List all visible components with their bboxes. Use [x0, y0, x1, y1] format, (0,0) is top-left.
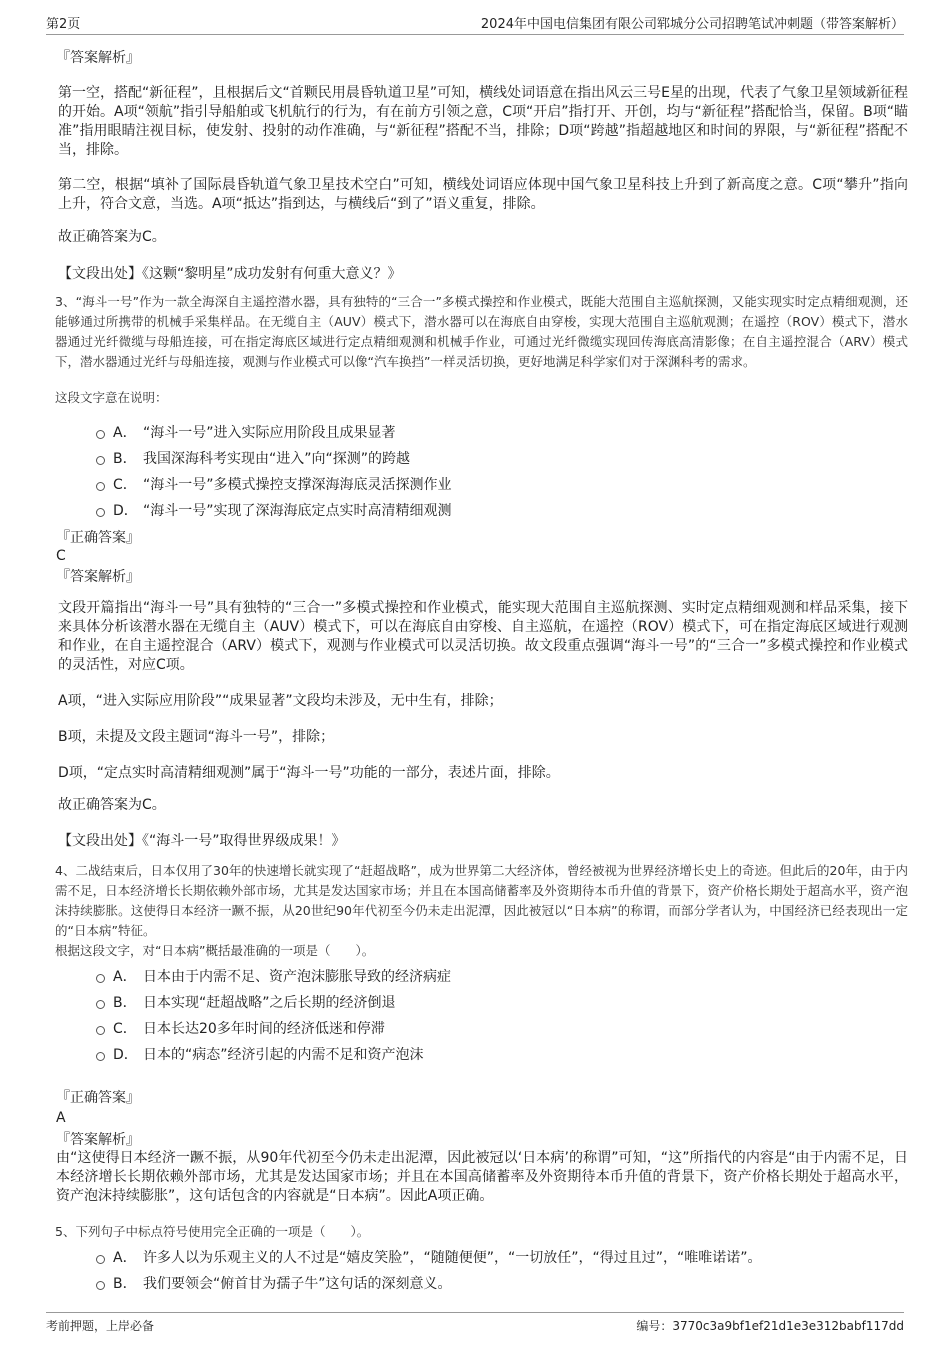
q3-analysis-para-1: 文段开篇指出“海斗一号”具有独特的“三合一”多模式操控和作业模式，能实现大范围自主巡航探测、实时定点精细观测和样品采集，接下来具体分析该潜水器在无缆自主（AUV）模式下，可以在海底自由穿梭、自主巡航，在遥控（ROV）模式下，可在指定海底区域进行观测和作业，在自主遥控混合（ARV）模式下，观测与作业模式可以灵活切换。故文段重点强调“海斗一号”的“三合一”多模式操控和作业模式的灵活性，对应C项。 — [58, 600, 908, 673]
q3-conclusion: 故正确答案为C。 — [58, 797, 166, 813]
page-header — [46, 10, 904, 35]
q3-stem: 3、“海斗一号”作为一款全海深自主遥控潜水器，具有独特的“三合一”多模式操控和作业模式，既能大范围自主巡航探测，又能实现实时定点精细观测，还能够通过所携带的机械手采集样品。在无缆自主（AUV）模式下，潜水器可以在海底自由穿梭，实现大范围自主巡航观测；在遥控（ROV）模式下，潜水器通过光纤微缆与母船连接，可在指定海底区域进行定点精细观测和机械手作业，可通过光纤微缆实现回传海底高清影像；在自主遥控混合（ARV）模式下，潜水器通过光纤与母船连接，观测与作业模式可以像“汽车换挡”一样灵活切换，更好地满足科学家们对于深渊科考的需求。 — [55, 294, 908, 369]
q4-option-c[interactable]: C． 日本长达20多年时间的经济低迷和停滞 — [96, 1015, 908, 1041]
q4-prompt: 根据这段文字，对“日本病”概括最准确的一项是（ ）。 — [55, 943, 375, 958]
q3-prompt: 这段文字意在说明： — [55, 390, 168, 405]
q4-correct-answer: A — [56, 1110, 66, 1126]
q5-option-b[interactable]: B． 我们要领会“俯首甘为孺子牛”这句话的深刻意义。 — [96, 1270, 908, 1296]
q4-option-b[interactable]: B． 日本实现“赶超战略”之后长期的经济倒退 — [96, 989, 908, 1015]
radio-button-icon[interactable] — [96, 974, 105, 983]
q5-options — [96, 1244, 908, 1296]
q2-analysis-para-1: 第一空，搭配“新征程”，且根据后文“首颗民用晨昏轨道卫星”可知，横线处词语意在指出风云三号E星的出现，代表了气象卫星领域新征程的开始。A项“领航”指引导船舶或飞机航行的行为，有在前方引领之意，C项“开启”指打开、开创，均与“新征程”搭配恰当，保留。B项“瞄准”指用眼睛注视目标，使发射、投射的动作准确，与“新征程”搭配不当，排除；D项“跨越”指超越地区和时间的界限，与“新征程”搭配不当，排除。 — [58, 85, 908, 158]
q2-analysis-label: 『答案解析』 — [56, 50, 140, 66]
q3-option-a[interactable]: A． “海斗一号”进入实际应用阶段且成果显著 — [96, 419, 908, 445]
q3-correct-answer: C — [56, 548, 66, 564]
radio-button-icon[interactable] — [96, 482, 105, 491]
radio-button-icon[interactable] — [96, 1281, 105, 1290]
q3-analysis-para-2: A项，“进入实际应用阶段”“成果显著”文段均未涉及，无中生有，排除； — [58, 693, 503, 709]
q2-source: 【文段出处】《这颗“黎明星”成功发射有何重大意义？》 — [58, 266, 402, 282]
q3-analysis-label: 『答案解析』 — [56, 569, 140, 585]
q4-stem: 4、二战结束后，日本仅用了30年的快速增长就实现了“赶超战略”，成为世界第二大经济体，曾经被视为世界经济增长史上的奇迹。但此后的20年，由于内需不足，日本经济增长长期依赖外部市场，尤其是发达国家市场；并且在本国高储蓄率及外资期待本币升值的背景下，资产价格长期处于超高水平，资产泡沫持续膨胀。这使得日本经济一蹶不振，从20世纪90年代初至今仍未走出泥潭，因此被冠以“日本病”的称谓，而部分学者认为，中国经济已经表现出一定的“日本病”特征。 — [55, 863, 908, 938]
q3-option-d[interactable]: D． “海斗一号”实现了深海海底定点实时高清精细观测 — [96, 497, 908, 523]
page-number: 第2页 — [46, 17, 81, 32]
q3-options — [96, 419, 908, 523]
radio-button-icon[interactable] — [96, 1052, 105, 1061]
q4-correct-label: 『正确答案』 — [56, 1090, 140, 1106]
page-content — [46, 44, 908, 1296]
q4-analysis-para-1: 由“这使得日本经济一蹶不振，从90年代初至今仍未走出泥潭，因此被冠以‘日本病’的称谓”可知，“这”所指代的内容是“由于内需不足，日本经济增长长期依赖外部市场，尤其是发达国家市场；并且在本国高储蓄率及外资期待本币升值的背景下，资产价格长期处于超高水平，资产泡沫持续膨胀”，这句话包含的内容就是“日本病”。因此A项正确。 — [56, 1150, 908, 1204]
q5-option-a[interactable]: A． 许多人以为乐观主义的人不过是“嬉皮笑脸”，“随随便便”，“一切放任”，“得过且过”，“唯唯诺诺”。 — [96, 1244, 908, 1270]
radio-button-icon[interactable] — [96, 508, 105, 517]
document-title: 2024年中国电信集团有限公司郓城分公司招聘笔试冲刺题（带答案解析） — [480, 17, 904, 32]
q3-option-c[interactable]: C． “海斗一号”多模式操控支撑深海海底灵活探测作业 — [96, 471, 908, 497]
document-id: 编号：3770c3a9bf1ef21d1e3e312babf117dd — [636, 1319, 904, 1333]
q3-source: 【文段出处】《“海斗一号”取得世界级成果！》 — [58, 833, 346, 849]
footer-slogan: 考前押题，上岸必备 — [46, 1319, 155, 1333]
q4-analysis-label: 『答案解析』 — [56, 1132, 140, 1148]
page-footer — [46, 1312, 904, 1333]
radio-button-icon[interactable] — [96, 430, 105, 439]
radio-button-icon[interactable] — [96, 456, 105, 465]
q2-conclusion: 故正确答案为C。 — [58, 229, 166, 245]
q2-analysis-para-2: 第二空，根据“填补了国际晨昏轨道气象卫星技术空白”可知，横线处词语应体现中国气象卫星科技上升到了新高度之意。C项“攀升”指向上升，符合文意，当选。A项“抵达”指到达，与横线后“到了”语义重复，排除。 — [58, 177, 908, 212]
q3-analysis-para-3: B项，未提及文段主题词“海斗一号”，排除； — [58, 729, 335, 745]
radio-button-icon[interactable] — [96, 1000, 105, 1009]
radio-button-icon[interactable] — [96, 1026, 105, 1035]
q3-analysis-para-4: D项，“定点实时高清精细观测”属于“海斗一号”功能的一部分，表述片面，排除。 — [58, 765, 560, 781]
q4-option-a[interactable]: A． 日本由于内需不足、资产泡沫膨胀导致的经济病症 — [96, 963, 908, 989]
q3-correct-label: 『正确答案』 — [56, 530, 140, 546]
q3-option-b[interactable]: B． 我国深海科考实现由“进入”向“探测”的跨越 — [96, 445, 908, 471]
radio-button-icon[interactable] — [96, 1255, 105, 1264]
q5-stem: 5、下列句子中标点符号使用完全正确的一项是（ ）。 — [55, 1224, 370, 1239]
q4-options — [96, 963, 908, 1067]
q4-option-d[interactable]: D． 日本的“病态”经济引起的内需不足和资产泡沫 — [96, 1041, 908, 1067]
